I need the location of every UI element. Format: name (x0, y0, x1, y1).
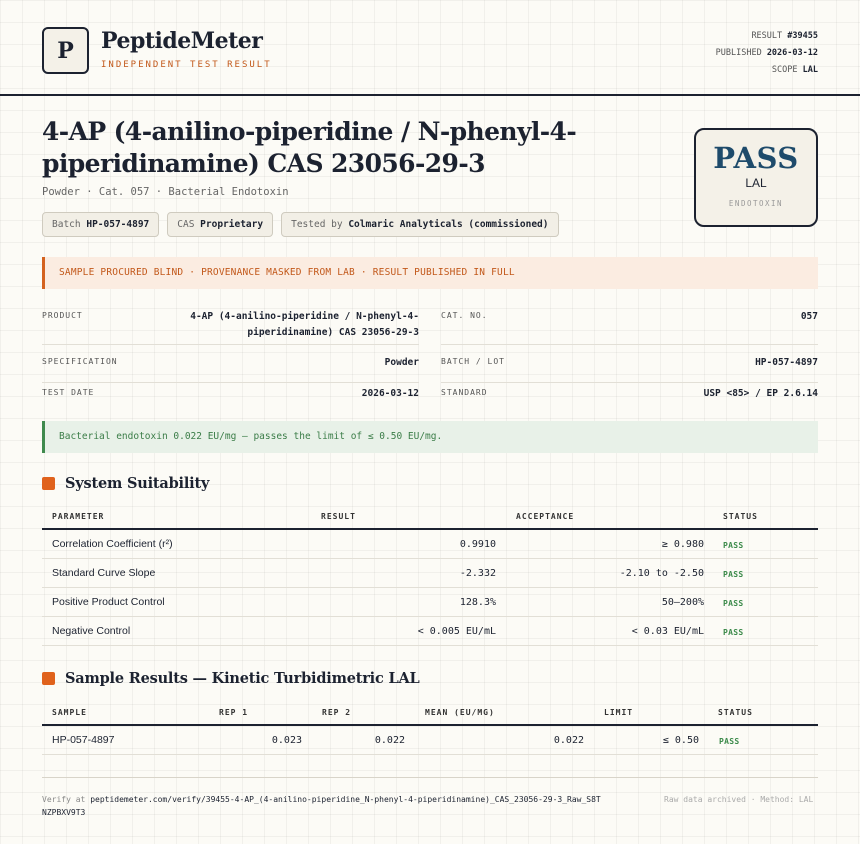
suitability-table (42, 506, 818, 646)
report-header (0, 0, 860, 96)
status-badge: PASS (723, 599, 744, 608)
info-standard: STANDARD USP <85> / EP 2.6.14 (441, 388, 818, 399)
section-marker-icon (42, 672, 55, 685)
status-badge: PASS (723, 628, 744, 637)
batch-chip: Batch HP-057-4897 (42, 212, 159, 237)
stamp-category: ENDOTOXIN (728, 199, 784, 208)
report-meta (716, 28, 818, 79)
brand-logo: P (42, 27, 89, 74)
table-row: HP-057-4897 0.023 0.022 0.022 ≤ 0.50 PASS (42, 726, 818, 755)
table-header: SAMPLE REP 1 REP 2 MEAN (EU/MG) LIMIT STATUS (42, 702, 818, 726)
table-row: Positive Product Control 128.3% 50–200% PASS (42, 588, 818, 617)
meta-result: RESULT #39455 (751, 31, 818, 41)
stamp-result: PASS (713, 141, 799, 175)
chip-row (42, 212, 559, 237)
table-row: Standard Curve Slope -2.332 -2.10 to -2.50 PASS (42, 559, 818, 588)
brand-name: PeptideMeter (101, 28, 263, 54)
info-batch-lot: BATCH / LOT HP-057-4897 (441, 353, 818, 383)
sample-results-heading: Sample Results — Kinetic Turbidimetric LAL (42, 670, 420, 687)
verify-link[interactable]: Verify at peptidemeter.com/verify/39455-4-AP_(4-anilino-piperidine_N-phenyl-4-piperidinamine)_CAS_23056-29-3_Raw_S8TNZPBXV9T3 (42, 795, 601, 817)
cas-chip: CAS Proprietary (167, 212, 273, 237)
product-title: 4-AP (4-anilino-piperidine / N-phenyl-4-piperidinamine) CAS 23056-29-3 (42, 117, 577, 178)
meta-published: PUBLISHED 2026-03-12 (715, 48, 818, 58)
sample-results-table (42, 702, 818, 755)
pass-stamp (694, 128, 818, 227)
stamp-method: LAL (745, 176, 767, 190)
table-header: PARAMETER RESULT ACCEPTANCE STATUS (42, 506, 818, 530)
endotoxin-pass-notice: Bacterial endotoxin 0.022 EU/mg — passes the limit of ≤ 0.50 EU/mg. (42, 421, 818, 453)
info-cat-no: CAT. NO. 057 (441, 307, 818, 345)
table-row: Negative Control < 0.005 EU/mL < 0.03 EU/mL PASS (42, 617, 818, 646)
info-product: PRODUCT 4-AP (4-anilino-piperidine / N-phenyl-4- piperidinamine) CAS 23056-29-3 (42, 307, 419, 345)
section-marker-icon (42, 477, 55, 490)
raw-data-note: Raw data archived · Method: LAL (664, 795, 814, 804)
blind-sample-notice: SAMPLE PROCURED BLIND · PROVENANCE MASKED FROM LAB · RESULT PUBLISHED IN FULL (42, 257, 818, 289)
tested-by-chip: Tested by Colmaric Analyticals (commissioned) (281, 212, 558, 237)
suitability-heading: System Suitability (42, 475, 209, 492)
report-footer (42, 777, 818, 817)
status-badge: PASS (719, 737, 740, 746)
info-test-date: TEST DATE 2026-03-12 (42, 388, 419, 399)
status-badge: PASS (723, 541, 744, 550)
status-badge: PASS (723, 570, 744, 579)
meta-scope: SCOPE LAL (771, 65, 818, 75)
table-row: Correlation Coefficient (r²) 0.9910 ≥ 0.980 PASS (42, 530, 818, 559)
info-specification: SPECIFICATION Powder (42, 353, 419, 383)
brand-tagline: INDEPENDENT TEST RESULT (101, 60, 272, 70)
product-subtitle: Powder · Cat. 057 · Bacterial Endotoxin (42, 186, 289, 198)
